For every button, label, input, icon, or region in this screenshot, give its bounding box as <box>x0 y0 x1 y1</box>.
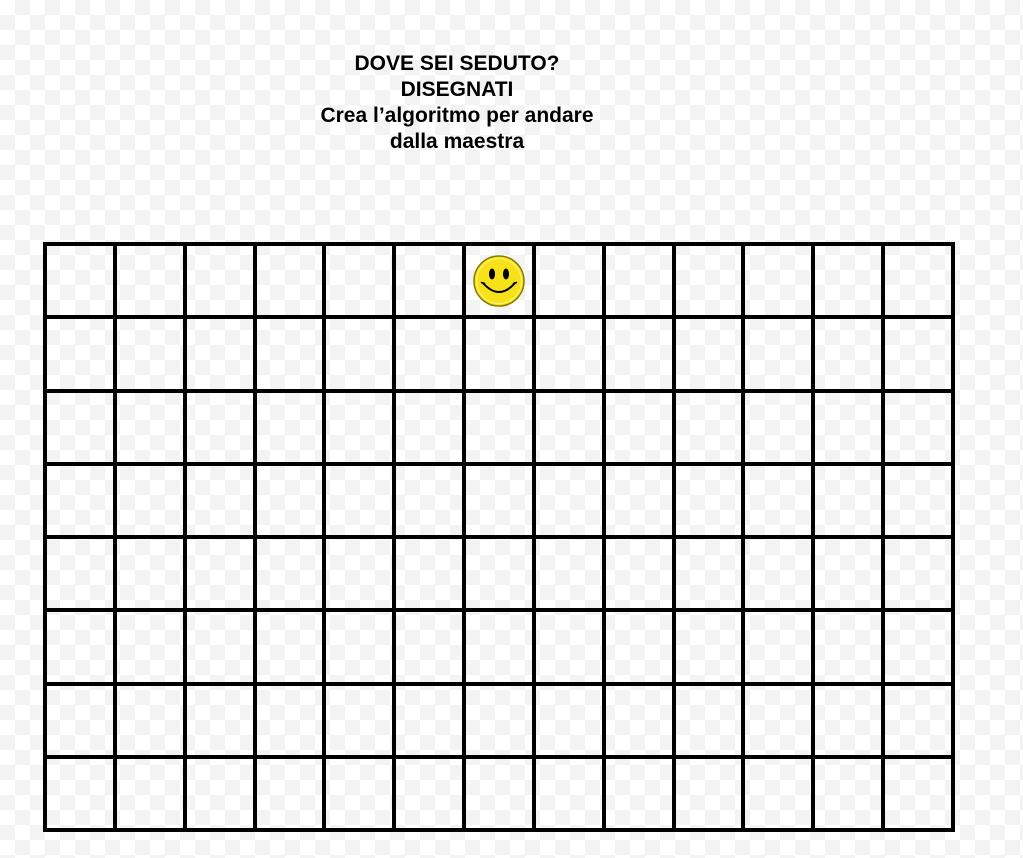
grid-cell <box>185 537 255 610</box>
grid-row <box>45 537 953 610</box>
grid-cell <box>883 684 953 757</box>
grid-cell <box>324 537 394 610</box>
grid-cell <box>324 317 394 390</box>
grid-row <box>45 684 953 757</box>
grid-cell <box>185 244 255 317</box>
grid-cell <box>464 464 534 537</box>
grid-cell <box>813 244 883 317</box>
grid-cell <box>743 244 813 317</box>
grid-cell <box>115 464 185 537</box>
grid-cell <box>115 391 185 464</box>
grid-cell <box>115 317 185 390</box>
grid-cell <box>464 684 534 757</box>
grid-cell <box>674 464 744 537</box>
grid-cell <box>813 391 883 464</box>
grid-cell <box>324 684 394 757</box>
grid-cell <box>464 391 534 464</box>
grid-cell <box>674 610 744 683</box>
grid-cell <box>534 317 604 390</box>
grid-cell <box>394 244 464 317</box>
grid-cell <box>115 610 185 683</box>
grid-cell <box>534 391 604 464</box>
grid-cell <box>743 537 813 610</box>
grid-cell <box>464 537 534 610</box>
grid-cell <box>883 391 953 464</box>
seating-grid <box>43 242 955 832</box>
grid-cell <box>255 684 325 757</box>
grid-cell <box>464 317 534 390</box>
grid-cell <box>813 757 883 830</box>
grid-cell <box>185 464 255 537</box>
grid-cell <box>743 391 813 464</box>
grid-cell <box>743 317 813 390</box>
grid-cell <box>115 757 185 830</box>
grid-cell <box>255 391 325 464</box>
grid-cell <box>604 537 674 610</box>
grid-cell <box>883 537 953 610</box>
grid-cell <box>45 610 115 683</box>
grid-cell <box>324 610 394 683</box>
grid-cell <box>813 537 883 610</box>
grid-cell <box>604 610 674 683</box>
grid-row <box>45 244 953 317</box>
grid-cell <box>45 391 115 464</box>
grid-cell <box>743 684 813 757</box>
grid-cell <box>464 244 534 317</box>
grid-cell <box>394 464 464 537</box>
grid-cell <box>115 537 185 610</box>
grid-cell <box>674 757 744 830</box>
grid-cell <box>883 610 953 683</box>
title-line-question: DOVE SEI SEDUTO? <box>354 52 560 75</box>
grid-cell <box>394 610 464 683</box>
grid-cell <box>604 244 674 317</box>
grid-row <box>45 317 953 390</box>
grid-cell <box>743 464 813 537</box>
grid-cell <box>604 391 674 464</box>
grid-cell <box>674 244 744 317</box>
grid-row <box>45 391 953 464</box>
grid-row <box>45 757 953 830</box>
worksheet-title <box>257 51 657 155</box>
grid-cell <box>883 757 953 830</box>
grid-cell <box>45 537 115 610</box>
grid-cell <box>883 464 953 537</box>
grid-cell <box>185 610 255 683</box>
smiley-face-icon <box>472 254 526 308</box>
grid-cell <box>743 757 813 830</box>
grid-cell <box>324 391 394 464</box>
grid-cell <box>394 391 464 464</box>
grid-cell <box>604 317 674 390</box>
grid-cell <box>324 464 394 537</box>
grid-cell <box>534 757 604 830</box>
grid-cell <box>45 244 115 317</box>
grid-cell <box>324 244 394 317</box>
grid-cell <box>464 757 534 830</box>
grid-cell <box>604 684 674 757</box>
grid-cell <box>255 610 325 683</box>
title-line-algorithm: Crea l’algoritmo per andare <box>320 104 594 127</box>
grid-cell <box>45 757 115 830</box>
grid-cell <box>674 317 744 390</box>
title-line-draw: DISEGNATI <box>400 78 514 101</box>
grid-cell <box>394 757 464 830</box>
grid-cell <box>115 244 185 317</box>
grid-cell <box>45 684 115 757</box>
grid-cell <box>185 684 255 757</box>
grid-cell <box>674 684 744 757</box>
grid-cell <box>324 757 394 830</box>
grid-cell <box>534 244 604 317</box>
title-line-teacher: dalla maestra <box>389 130 525 153</box>
grid-cell <box>674 537 744 610</box>
grid-cell <box>45 317 115 390</box>
grid-cell <box>255 537 325 610</box>
grid-cell <box>115 684 185 757</box>
grid-cell <box>464 610 534 683</box>
grid-cell <box>255 317 325 390</box>
grid-cell <box>604 464 674 537</box>
grid-cell <box>255 757 325 830</box>
grid-cell <box>185 317 255 390</box>
grid-cell <box>813 684 883 757</box>
grid-cell <box>185 757 255 830</box>
grid-cell <box>604 757 674 830</box>
grid-cell <box>534 610 604 683</box>
grid-cell <box>394 317 464 390</box>
grid-row <box>45 610 953 683</box>
grid-cell <box>813 610 883 683</box>
grid-row <box>45 464 953 537</box>
grid-cell <box>813 464 883 537</box>
grid-cell <box>743 610 813 683</box>
grid-cell <box>534 537 604 610</box>
grid-cell <box>534 464 604 537</box>
grid-cell <box>674 391 744 464</box>
grid-cell <box>883 317 953 390</box>
grid-cell <box>255 244 325 317</box>
grid-cell <box>394 537 464 610</box>
grid-cell <box>534 684 604 757</box>
grid-cell <box>185 391 255 464</box>
grid-cell <box>255 464 325 537</box>
grid-cell <box>45 464 115 537</box>
grid-cell <box>813 317 883 390</box>
grid-cell <box>394 684 464 757</box>
grid-cell <box>883 244 953 317</box>
